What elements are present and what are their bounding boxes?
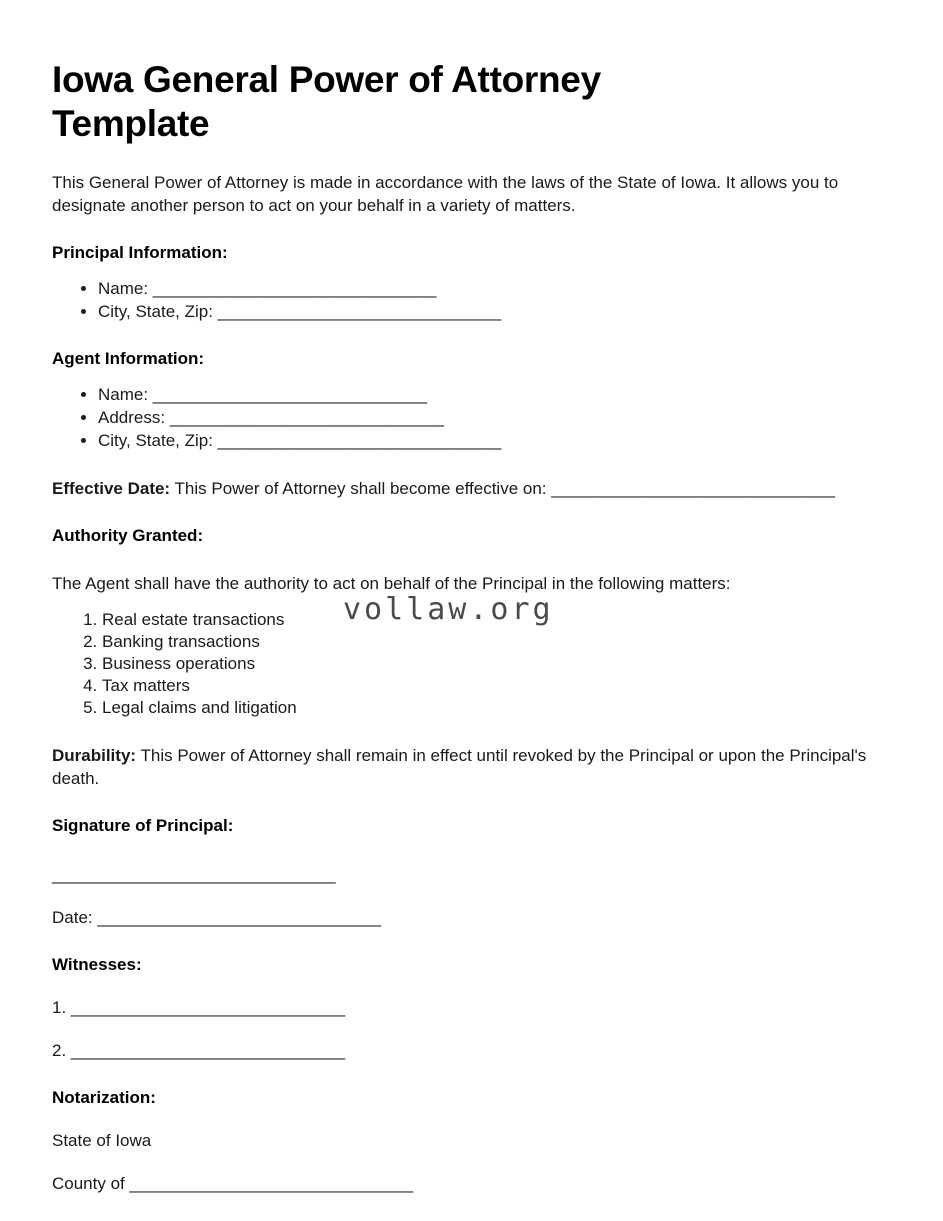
field-principal-city-state-zip [98,300,876,323]
durability-paragraph [52,744,876,790]
witness-number: 2. [52,1041,71,1060]
principal-information-heading: Principal Information: [52,243,228,262]
field-label: City, State, Zip: [98,431,218,450]
signature-of-principal-heading: Signature of Principal: [52,816,234,835]
principal-field-list [52,277,876,323]
notarization-county-line [52,1172,876,1195]
effective-date-blank[interactable]: ______________________________ [551,479,835,498]
authority-granted-heading: Authority Granted: [52,526,204,545]
intro-paragraph: This General Power of Attorney is made in accordance with the laws of the State of Iowa. It allows you to designate another person to act on your behalf in a variety of matters. [52,173,839,215]
field-label: Address: [98,408,170,427]
witness-blank[interactable]: _____________________________ [70,998,346,1017]
list-item: 2. Banking transactions [102,631,876,653]
field-agent-name [98,383,876,406]
field-agent-city-state-zip [98,429,876,452]
list-item: 3. Business operations [102,653,876,675]
witness-number: 1. [52,998,71,1017]
field-blank[interactable]: _____________________________ [152,385,427,404]
effective-date-text: This Power of Attorney shall become effective on: [170,479,547,498]
list-item: 1. Real estate transactions [102,609,876,631]
signature-blank[interactable]: ______________________________ [52,865,336,884]
page-title: Iowa General Power of Attorney Template [52,59,601,144]
date-blank[interactable]: ______________________________ [97,908,381,927]
list-item: 5. Legal claims and litigation [102,697,876,719]
field-blank[interactable]: ______________________________ [217,431,502,450]
notarization-state-line: State of Iowa [52,1131,152,1150]
authority-intro-paragraph: The Agent shall have the authority to act on behalf of the Principal in the following matters: [52,574,731,593]
field-blank[interactable]: _____________________________ [169,408,444,427]
watermark: vollaw.org [343,592,554,627]
list-item: 4. Tax matters [102,675,876,697]
date-label: Date: [52,908,98,927]
durability-text: This Power of Attorney shall remain in effect until revoked by the Principal or upon the Principal's death. [52,746,867,788]
field-agent-address [98,406,876,429]
agent-information-heading: Agent Information: [52,349,205,368]
authority-list [52,609,876,719]
witness-blank[interactable]: _____________________________ [70,1041,346,1060]
witnesses-heading: Witnesses: [52,955,142,974]
signature-line-row [52,863,876,886]
notarization-heading: Notarization: [52,1088,156,1107]
county-blank[interactable]: ______________________________ [129,1174,414,1193]
field-label: Name: [98,279,153,298]
county-label: County of [52,1174,130,1193]
signature-date-row [52,906,876,929]
field-principal-name [98,277,876,300]
effective-date-label: Effective Date: [52,479,171,498]
field-label: Name: [98,385,153,404]
field-blank[interactable]: ______________________________ [217,302,502,321]
field-blank[interactable]: ______________________________ [152,279,437,298]
effective-date-paragraph [52,477,876,500]
witness-line-1 [52,996,876,1019]
field-label: City, State, Zip: [98,302,218,321]
agent-field-list [52,383,876,452]
durability-label: Durability: [52,746,137,765]
witness-line-2 [52,1039,876,1062]
